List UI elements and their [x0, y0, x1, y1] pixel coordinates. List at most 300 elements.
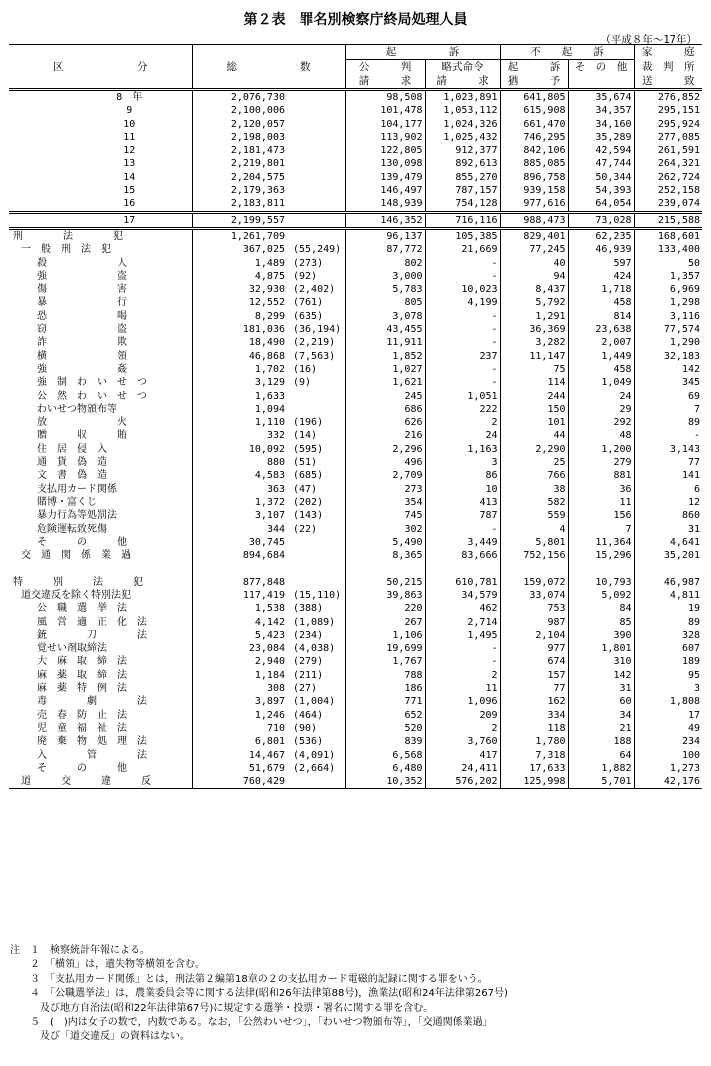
cell-total: 1,246: [192, 709, 287, 722]
cell-yuyo: 2,290: [500, 443, 568, 456]
table-row: [9, 336, 702, 349]
cell-sonota: 310: [568, 655, 634, 668]
cell-female: [287, 144, 345, 157]
header-yuyo-top: 起 訴: [500, 60, 568, 75]
cell-ryaku: 716,116: [425, 212, 500, 228]
cell-ryaku: 462: [425, 602, 500, 615]
cell-total: 2,183,811: [192, 197, 287, 212]
cell-koban: 1,767: [345, 655, 425, 668]
cell-koban: [345, 562, 425, 575]
cell-total: 117,419: [192, 589, 287, 602]
cell-koban: 113,902: [345, 131, 425, 144]
table-title: 第２表 罪名別検察庁終局処理人員: [243, 12, 468, 28]
cell-ryaku: 1,023,891: [425, 90, 500, 105]
cell-total: 2,100,006: [192, 104, 287, 117]
table-row: [9, 429, 702, 442]
cell-yuyo: 125,998: [500, 775, 568, 789]
cell-sonota: 73,028: [568, 212, 634, 228]
row-label: 16: [9, 197, 192, 212]
row-label: 住 居 侵 入: [37, 443, 107, 455]
cell-total: 4,875: [192, 270, 287, 283]
cell-katei: 345: [634, 376, 702, 389]
cell-ryaku: 1,495: [425, 629, 500, 642]
cell-yuyo: 7,318: [500, 749, 568, 762]
cell-katei: 252,158: [634, 184, 702, 197]
cell-yuyo: 4: [500, 523, 568, 536]
cell-koban: 6,568: [345, 749, 425, 762]
cell-female: (15,110): [293, 589, 342, 601]
cell-yuyo: 582: [500, 496, 568, 509]
table-row: [9, 118, 702, 131]
cell-sonota: 42,594: [568, 144, 634, 157]
cell-female: (7,563): [293, 350, 336, 362]
row-label: 一 般 刑 法 犯: [21, 244, 111, 256]
row-label: 強 姦: [37, 363, 127, 375]
cell-female: [287, 184, 345, 197]
cell-female: (90): [293, 722, 318, 734]
cell-koban: 496: [345, 456, 425, 469]
cell-koban: 130,098: [345, 157, 425, 170]
cell-ryaku: 1,051: [425, 390, 500, 403]
cell-total: 46,868: [192, 350, 287, 363]
row-label: 12: [123, 145, 136, 157]
cell-katei: 264,321: [634, 157, 702, 170]
period-label: （平成８年～17年）: [600, 34, 697, 46]
cell-female: (685): [293, 470, 324, 482]
cell-koban: 267: [345, 616, 425, 629]
table-row: [9, 197, 702, 212]
table-row: [9, 589, 702, 602]
cell-sonota: 142: [568, 669, 634, 682]
cell-ryaku: -: [425, 523, 500, 536]
table-row: [9, 403, 702, 416]
cell-koban: 43,455: [345, 323, 425, 336]
table-row: [9, 416, 702, 429]
cell-total: 1,702: [192, 363, 287, 376]
cell-katei: 133,400: [634, 243, 702, 256]
cell-sonota: 1,882: [568, 762, 634, 775]
cell-total: 332: [192, 429, 287, 442]
cell-koban: 1,852: [345, 350, 425, 363]
cell-total: 2,940: [192, 655, 287, 668]
cell-sonota: 62,235: [568, 228, 634, 243]
cell-ryaku: 10,023: [425, 283, 500, 296]
cell-yuyo: 939,158: [500, 184, 568, 197]
row-label: 公 然 わ い せ つ: [37, 390, 147, 402]
cell-sonota: 1,449: [568, 350, 634, 363]
table-row: [9, 363, 702, 376]
cell-ryaku: 3: [425, 456, 500, 469]
cell-sonota: 36: [568, 483, 634, 496]
cell-yuyo: 5,801: [500, 536, 568, 549]
cell-katei: 46,987: [634, 576, 702, 589]
cell-sonota: 21: [568, 722, 634, 735]
cell-female: (635): [293, 310, 324, 322]
cell-yuyo: 25: [500, 456, 568, 469]
cell-yuyo: 33,074: [500, 589, 568, 602]
cell-ryaku: 787: [425, 509, 500, 522]
header-katei-top: 家 庭: [634, 45, 702, 60]
cell-sonota: 458: [568, 363, 634, 376]
cell-total: 1,094: [192, 403, 287, 416]
table-row: [9, 171, 702, 184]
cell-ryaku: -: [425, 336, 500, 349]
row-label: 放 火: [37, 417, 127, 429]
cell-ryaku: 754,128: [425, 197, 500, 212]
table-row: [9, 184, 702, 197]
cell-katei: 234: [634, 735, 702, 748]
cell-yuyo: 977: [500, 642, 568, 655]
row-label: そ の 他: [37, 762, 127, 774]
table-row: [9, 243, 702, 256]
cell-katei: 89: [634, 616, 702, 629]
cell-yuyo: 114: [500, 376, 568, 389]
cell-female: (464): [293, 709, 324, 721]
row-label: 麻 薬 取 締 法: [37, 669, 127, 681]
cell-katei: 77: [634, 456, 702, 469]
cell-koban: 839: [345, 735, 425, 748]
row-label: 8 年: [116, 92, 143, 103]
cell-female: [287, 104, 345, 117]
cell-katei: 1,808: [634, 695, 702, 708]
cell-yuyo: [500, 562, 568, 575]
cell-katei: 6: [634, 483, 702, 496]
cell-katei: 31: [634, 523, 702, 536]
cell-katei: [634, 562, 702, 575]
cell-yuyo: 38: [500, 483, 568, 496]
cell-sonota: 54,393: [568, 184, 634, 197]
row-label: 11: [123, 131, 136, 143]
cell-koban: 50,215: [345, 576, 425, 589]
cell-ryaku: -: [425, 376, 500, 389]
table-row: [9, 212, 702, 228]
cell-ryaku: 1,163: [425, 443, 500, 456]
cell-koban: 1,027: [345, 363, 425, 376]
cell-katei: 141: [634, 469, 702, 482]
table-row: [9, 131, 702, 144]
cell-total: 363: [192, 483, 287, 496]
cell-sonota: 1,801: [568, 642, 634, 655]
cell-sonota: 5,701: [568, 775, 634, 789]
table-row: [9, 257, 702, 270]
header-fukiso: 不 起 訴: [500, 45, 634, 60]
cell-female: (14): [293, 430, 318, 442]
cell-ryaku: 86: [425, 469, 500, 482]
cell-koban: 626: [345, 416, 425, 429]
table-row: [9, 735, 702, 748]
row-label: 毒 劇 法: [37, 696, 147, 708]
cell-sonota: 390: [568, 629, 634, 642]
cell-koban: 146,352: [345, 212, 425, 228]
cell-female: (196): [293, 417, 324, 429]
cell-total: 8,299: [192, 310, 287, 323]
cell-sonota: 35,289: [568, 131, 634, 144]
cell-katei: 100: [634, 749, 702, 762]
cell-katei: 142: [634, 363, 702, 376]
row-label: 特 別 法 犯: [13, 576, 143, 588]
cell-female: (211): [293, 669, 324, 681]
statistics-table: [9, 44, 702, 789]
row-label: 文 書 偽 造: [37, 470, 107, 482]
cell-yuyo: 334: [500, 709, 568, 722]
cell-koban: 2,709: [345, 469, 425, 482]
row-label: 麻 薬 特 例 法: [37, 683, 127, 695]
cell-ryaku: 417: [425, 749, 500, 762]
cell-koban: 148,939: [345, 197, 425, 212]
cell-sonota: 1,049: [568, 376, 634, 389]
cell-katei: 19: [634, 602, 702, 615]
cell-total: 344: [192, 523, 287, 536]
cell-total: 2,179,363: [192, 184, 287, 197]
header-row-1: [9, 45, 702, 60]
cell-female: [287, 390, 345, 403]
cell-ryaku: 83,666: [425, 549, 500, 562]
row-label: 恐 喝: [37, 310, 127, 322]
cell-yuyo: 842,106: [500, 144, 568, 157]
cell-sonota: 64: [568, 749, 634, 762]
cell-koban: 11,911: [345, 336, 425, 349]
table-row: [9, 157, 702, 170]
cell-female: (388): [293, 603, 324, 615]
cell-sonota: 279: [568, 456, 634, 469]
cell-total: 3,897: [192, 695, 287, 708]
cell-total: 710: [192, 722, 287, 735]
row-label: 傷 害: [37, 284, 127, 296]
cell-ryaku: 237: [425, 350, 500, 363]
table-row: [9, 695, 702, 708]
row-label: 風 営 適 正 化 法: [37, 616, 147, 628]
table-row: [9, 602, 702, 615]
cell-sonota: [568, 562, 634, 575]
table-row: [9, 456, 702, 469]
cell-koban: 216: [345, 429, 425, 442]
cell-female: (202): [293, 496, 324, 508]
table-row: [9, 536, 702, 549]
table-row: [9, 549, 702, 562]
cell-total: 1,489: [192, 257, 287, 270]
row-label: 暴 行: [37, 297, 127, 309]
cell-ryaku: 4,199: [425, 296, 500, 309]
cell-ryaku: 576,202: [425, 775, 500, 789]
cell-sonota: 7: [568, 523, 634, 536]
row-label: 児 童 福 祉 法: [37, 722, 127, 734]
cell-total: 30,745: [192, 536, 287, 549]
cell-female: (761): [293, 297, 324, 309]
cell-total: 2,199,557: [192, 212, 287, 228]
cell-ryaku: [425, 562, 500, 575]
cell-yuyo: 1,291: [500, 310, 568, 323]
cell-yuyo: 641,805: [500, 90, 568, 105]
row-label: 交 通 関 係 業 過: [21, 550, 131, 562]
cell-female: [287, 562, 345, 575]
cell-katei: 17: [634, 709, 702, 722]
table-row: [9, 90, 702, 105]
header-ryaku-bot: 請 求: [425, 74, 500, 90]
row-label: 15: [123, 185, 136, 197]
cell-sonota: 5,092: [568, 589, 634, 602]
row-label: 道 交 違 反: [9, 775, 192, 789]
cell-yuyo: 157: [500, 669, 568, 682]
header-sonota: そ の 他: [568, 60, 634, 75]
cell-yuyo: 885,085: [500, 157, 568, 170]
cell-ryaku: 912,377: [425, 144, 500, 157]
cell-sonota: 35,674: [568, 90, 634, 105]
table-row: [9, 722, 702, 735]
row-label: 強 盗: [37, 270, 127, 282]
cell-koban: 802: [345, 257, 425, 270]
row-label: 13: [123, 158, 136, 170]
table-row: [9, 376, 702, 389]
cell-yuyo: 1,780: [500, 735, 568, 748]
cell-female: [287, 90, 345, 105]
cell-ryaku: 2: [425, 416, 500, 429]
table-row: [9, 270, 702, 283]
cell-female: (47): [293, 483, 318, 495]
cell-female: (16): [293, 363, 318, 375]
cell-sonota: 11,364: [568, 536, 634, 549]
cell-total: 2,181,473: [192, 144, 287, 157]
cell-koban: 354: [345, 496, 425, 509]
header-koban-bot: 請 求: [345, 74, 425, 90]
row-label: 道交違反を除く特別法犯: [21, 589, 131, 601]
cell-katei: 189: [634, 655, 702, 668]
footnote-line: ５ ( )内は女子の数で，内数である。なお，「公然わいせつ」，「わいせつ物頒布等」，「交通関係業過」: [10, 1017, 493, 1029]
cell-female: (2,664): [293, 762, 336, 774]
cell-ryaku: -: [425, 257, 500, 270]
cell-yuyo: 17,633: [500, 762, 568, 775]
table-row: [9, 749, 702, 762]
cell-koban: 1,621: [345, 376, 425, 389]
cell-female: (1,089): [293, 616, 336, 628]
cell-ryaku: 3,760: [425, 735, 500, 748]
cell-female: [287, 549, 345, 562]
cell-yuyo: 75: [500, 363, 568, 376]
cell-yuyo: 150: [500, 403, 568, 416]
cell-ryaku: -: [425, 310, 500, 323]
cell-yuyo: 162: [500, 695, 568, 708]
cell-katei: -: [634, 429, 702, 442]
row-label: 賭博・富くじ: [37, 496, 97, 508]
cell-yuyo: 94: [500, 270, 568, 283]
cell-koban: 87,772: [345, 243, 425, 256]
table-row: [9, 283, 702, 296]
table-row: [9, 762, 702, 775]
cell-female: (2,402): [293, 284, 336, 296]
cell-sonota: 458: [568, 296, 634, 309]
row-label: 大 麻 取 締 法: [37, 656, 127, 668]
row-label: 通 貨 偽 造: [37, 457, 107, 469]
cell-koban: 2,296: [345, 443, 425, 456]
cell-sonota: 24: [568, 390, 634, 403]
row-label: 横 領: [37, 350, 127, 362]
cell-female: [287, 228, 345, 243]
table-row: [9, 296, 702, 309]
table-row: [9, 483, 702, 496]
table-row: [9, 576, 702, 589]
cell-koban: 39,863: [345, 589, 425, 602]
cell-koban: 146,497: [345, 184, 425, 197]
table-row: [9, 228, 702, 243]
cell-yuyo: 244: [500, 390, 568, 403]
row-label: 売 春 防 止 法: [37, 709, 127, 721]
header-ryaku-top: 略式命令: [425, 60, 500, 75]
cell-total: 32,930: [192, 283, 287, 296]
cell-yuyo: 753: [500, 602, 568, 615]
cell-sonota: 34,357: [568, 104, 634, 117]
cell-total: 4,583: [192, 469, 287, 482]
row-label: 刑 法 犯: [13, 230, 123, 242]
cell-ryaku: 222: [425, 403, 500, 416]
cell-total: 5,423: [192, 629, 287, 642]
cell-ryaku: -: [425, 642, 500, 655]
cell-female: [287, 197, 345, 212]
cell-total: 14,467: [192, 749, 287, 762]
cell-katei: 89: [634, 416, 702, 429]
cell-sonota: 29: [568, 403, 634, 416]
header-row-2: [9, 60, 702, 75]
cell-total: 3,107: [192, 509, 287, 522]
cell-koban: 104,177: [345, 118, 425, 131]
table-row: [9, 104, 702, 117]
cell-koban: 139,479: [345, 171, 425, 184]
footnote-line: 注 １ 検察統計年報による。: [10, 945, 150, 956]
cell-sonota: 424: [568, 270, 634, 283]
row-label: 詐 欺: [37, 337, 127, 349]
cell-ryaku: -: [425, 270, 500, 283]
footnotes: [10, 944, 700, 1045]
cell-katei: 168,601: [634, 228, 702, 243]
row-label: 窃 盗: [37, 324, 127, 336]
cell-female: [287, 576, 345, 589]
cell-koban: 5,783: [345, 283, 425, 296]
cell-yuyo: 977,616: [500, 197, 568, 212]
cell-sonota: 11: [568, 496, 634, 509]
cell-total: 1,372: [192, 496, 287, 509]
cell-total: 6,801: [192, 735, 287, 748]
table-row: [9, 682, 702, 695]
table-row: [9, 775, 702, 789]
cell-ryaku: -: [425, 363, 500, 376]
cell-total: 1,110: [192, 416, 287, 429]
cell-total: 2,204,575: [192, 171, 287, 184]
cell-ryaku: 24: [425, 429, 500, 442]
cell-female: (536): [293, 736, 324, 748]
footnote-line: ３ 「支払用カード関係」とは，刑法第２編第18章の２の支払用カード電磁的記録に関する罪をいう。: [10, 973, 488, 985]
cell-katei: 12: [634, 496, 702, 509]
row-label: 銃 刀 法: [37, 629, 147, 641]
cell-koban: 8,365: [345, 549, 425, 562]
cell-total: 894,684: [192, 549, 287, 562]
cell-ryaku: 209: [425, 709, 500, 722]
cell-female: (1,004): [293, 696, 336, 708]
cell-yuyo: 36,369: [500, 323, 568, 336]
cell-koban: 1,106: [345, 629, 425, 642]
row-label: 公 職 選 挙 法: [37, 603, 127, 615]
footnote-line: ２ 「横領」は，遺失物等横領を含む。: [10, 959, 205, 971]
cell-sonota: 34: [568, 709, 634, 722]
table-row: [9, 562, 702, 575]
cell-katei: 7: [634, 403, 702, 416]
cell-total: 12,552: [192, 296, 287, 309]
cell-yuyo: 674: [500, 655, 568, 668]
cell-ryaku: 1,096: [425, 695, 500, 708]
cell-yuyo: 829,401: [500, 228, 568, 243]
cell-sonota: 15,296: [568, 549, 634, 562]
cell-yuyo: 2,104: [500, 629, 568, 642]
table-row: [9, 523, 702, 536]
cell-katei: 49: [634, 722, 702, 735]
cell-ryaku: 1,025,432: [425, 131, 500, 144]
